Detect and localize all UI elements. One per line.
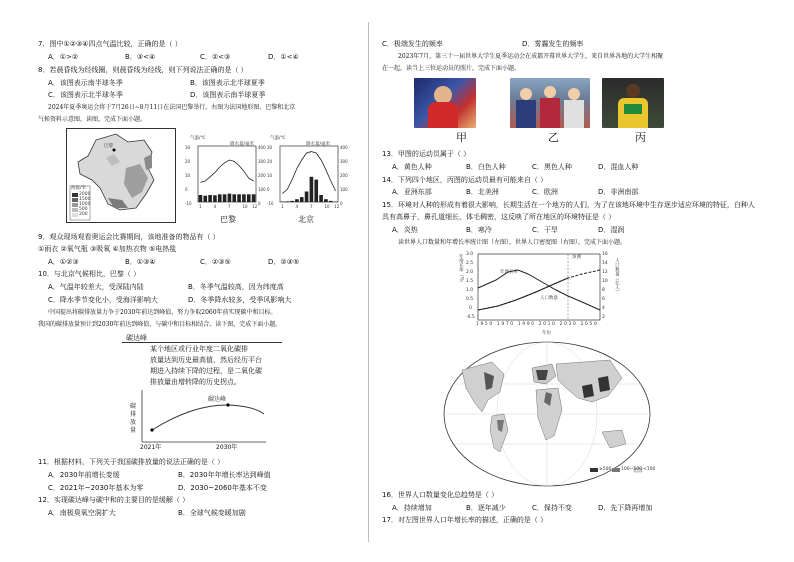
paris-chart-caption: 巴黎 <box>220 215 236 224</box>
month-tick: 1 <box>281 204 284 209</box>
temp-tick: 30 <box>267 145 273 150</box>
precip-bar <box>324 199 328 202</box>
q8-stem: 8．若晨昏线为经线圈，则晨昏线为经线，则下列说法正确的是（ ） <box>38 66 248 74</box>
passage-universiade: 2023年7月，第三十一届世界大学生夏季运动会在成都开幕世界大学生，来自世界各地的大学生相聚 <box>398 53 664 60</box>
carbon-peak-curve <box>130 386 270 448</box>
left-column <box>0 0 368 562</box>
precip-bar <box>305 192 309 203</box>
pop-rt-1: 14 <box>602 261 608 266</box>
carbon-x-2021: 2021年 <box>140 444 162 451</box>
carbon-x-2030: 2030年 <box>216 444 238 451</box>
q16-option-a: A．持续增加 <box>392 504 432 512</box>
q12-option-b: B．全球气候变暖加剧 <box>178 509 246 517</box>
precip-tick: 0 <box>258 201 261 206</box>
pop-left-axis: 年增长率（%） <box>458 254 464 286</box>
q10-stem: 10．与北京气候相比，巴黎（ ） <box>38 270 141 278</box>
q13-option-b: B．白色人种 <box>466 163 506 171</box>
q11-option-c: C．2021年~2030年基本为零 <box>48 484 144 492</box>
q16-option-c: C．保持不变 <box>532 504 572 512</box>
q8-option-b: B．该图表示北半球夏季 <box>190 79 265 87</box>
pop-year-2010: 2010 <box>538 322 557 327</box>
carbon-desc-3: 期进入持续下降的过程，是二氧化碳 <box>150 367 262 375</box>
q14-option-c: C．欧洲 <box>532 188 558 196</box>
passage-olympics: 2024年夏季奥运会将于7月26日~8月11日在法国巴黎举行。右图为法国地形图、巴黎和北京 <box>48 104 296 111</box>
beijing-precip-label: 降水量/毫米 <box>306 142 331 147</box>
precip-bar <box>295 199 299 202</box>
q8-option-a: A．该图表示南半球冬季 <box>48 79 123 87</box>
pop-rt-7: 2 <box>602 315 605 320</box>
q9-option-d: D．②③⑤ <box>268 258 300 266</box>
paris-precip-label: 降水量/毫米 <box>230 142 255 147</box>
passage-olympics-2: 气候资料示意图，读图，完成下面小题。 <box>38 116 147 123</box>
pop-year-2030: 2030 <box>559 322 578 327</box>
carbon-ylabel <box>130 403 138 435</box>
photo-label-bing: 丙 <box>635 131 646 144</box>
carbon-ylabel-2: 排 <box>130 411 137 418</box>
photo-label-jia: 甲 <box>456 131 467 144</box>
pop-xlabel: 年份 <box>542 331 551 336</box>
precip-bar <box>319 195 323 202</box>
density-legend-mid: 100~500 <box>621 467 642 472</box>
passage-universiade-2: 在一起，读当上三位运动员的照片，完成下面小题。 <box>382 65 521 72</box>
carbon-ylabel-1: 碳 <box>130 403 137 410</box>
q7-option-a: A．①>② <box>48 53 79 61</box>
pop-lt-0: 3.0 <box>466 252 474 257</box>
precip-bar <box>223 194 227 202</box>
pop-lt-5: 0.5 <box>466 297 474 302</box>
month-tick: 7 <box>310 204 313 209</box>
q15-stem-2: 具有高鼻子，鼻孔道细长，体毛稠密，这反映了所在地区的环境特征是（ ） <box>382 213 616 221</box>
q12-stem: 12．实现碳达峰与碳中和的主要目的是缓解（ ） <box>38 496 190 504</box>
passage-carbon-2: 我国的碳排放量预计到2030年前达到峰值，与碳中和目标相结合。读下图，完成下面小题。 <box>38 321 282 328</box>
prev-option-d: D．雾霾发生的频率 <box>522 40 584 48</box>
q7-option-c: C．②<③ <box>200 53 231 61</box>
precip-bar <box>232 194 236 202</box>
q16-option-b: B．逐年减少 <box>466 504 506 512</box>
pop-rt-2: 12 <box>602 270 608 275</box>
beijing-temp-label: 气温/℃ <box>270 136 286 141</box>
temp-tick: 0 <box>185 187 188 192</box>
q11-option-a: A．2030年前增长变缓 <box>48 471 120 479</box>
q9-option-b: B．①③④ <box>125 258 156 266</box>
pop-growth-label: 年增长率 <box>500 270 518 275</box>
precip-tick: 300 <box>340 159 348 164</box>
q16-stem: 16．世界人口数量变化总趋势是（ ） <box>382 491 499 499</box>
precip-bar <box>285 201 289 202</box>
carbon-title-line <box>122 342 282 344</box>
precip-bar <box>237 194 241 202</box>
precip-tick: 400 <box>258 145 266 150</box>
precip-bar <box>228 194 232 202</box>
pop-year-1990: 1990 <box>517 322 536 327</box>
elevation-1000: 1000 <box>79 202 91 207</box>
q12-option-a: A．南极臭氧空洞扩大 <box>48 509 116 517</box>
month-tick: 7 <box>228 204 231 209</box>
carbon-title: 碳达峰 <box>126 334 147 342</box>
q13-option-d: D．混血人种 <box>598 163 639 171</box>
precip-bar <box>290 201 294 202</box>
temp-curve <box>200 160 253 182</box>
q15-option-b: B．寒冷 <box>466 226 492 234</box>
carbon-ylabel-3: 放 <box>130 419 137 426</box>
prev-option-c: C．极端发生的频率 <box>382 40 443 48</box>
elevation-200: 200 <box>79 212 88 217</box>
month-tick: 12 <box>334 204 340 209</box>
q9-stem: 9．观众现场观看奥运会比赛期间，该地准备的物品有（ ） <box>38 233 220 241</box>
temp-tick: 20 <box>185 159 191 164</box>
pop-count-label: 人口数量 <box>540 296 558 301</box>
q10-option-a: A．气温年较差大，受深陆内陆 <box>48 283 144 291</box>
pop-year-1950: 1950 <box>476 322 494 327</box>
temp-tick: -10 <box>267 201 274 206</box>
carbon-desc-1: 某个地区或行业年度二氧化碳排 <box>150 345 248 353</box>
passage-carbon: 中国提出将碳排放量力争于2030年前达到峰值，努力争取2060年前实现碳中和目标。 <box>48 309 277 316</box>
photo-label-yi: 乙 <box>548 131 559 144</box>
elevation-2000: 2000 <box>79 192 91 197</box>
q14-option-d: D．非洲南部 <box>598 188 639 196</box>
q15-option-a: A．炎热 <box>392 226 418 234</box>
q17-stem: 17．对左图世界人口年增长率的描述，正确的是（ ） <box>382 516 548 524</box>
temp-tick: 0 <box>267 187 270 192</box>
month-tick: 10 <box>324 204 330 209</box>
elevation-legend-title: 海拔/米 <box>71 186 87 191</box>
q9-option-a: A．①②③ <box>48 258 79 266</box>
q8-option-d: D．该图表示南半球夏季 <box>190 91 266 99</box>
pop-rt-4: 8 <box>602 288 605 293</box>
q13-option-c: C．黑色人种 <box>532 163 572 171</box>
temp-tick: 10 <box>267 173 273 178</box>
pop-lt-6: 0 <box>469 306 472 311</box>
athlete-photo-bing <box>602 78 664 128</box>
precip-bar <box>242 194 246 202</box>
precip-bar <box>213 195 217 202</box>
precip-bar <box>329 201 333 202</box>
q13-option-a: A．黄色人种 <box>392 163 432 171</box>
temp-tick: 30 <box>185 145 191 150</box>
pop-lt-2: 2.0 <box>466 270 474 275</box>
q15-option-d: D．湿润 <box>598 226 625 234</box>
pop-rt-0: 16 <box>602 252 608 257</box>
pop-lt-4: 1.0 <box>466 288 474 293</box>
beijing-climate-chart <box>266 144 352 216</box>
month-tick: 4 <box>295 204 299 209</box>
carbon-desc-2: 放量达到历史最高值，然后经历平台 <box>150 356 262 364</box>
q10-option-b: B．冬季气温较高，因为纬度高 <box>188 283 284 291</box>
precip-bar <box>199 195 203 202</box>
athlete-photo-yi <box>510 78 590 128</box>
precip-bar <box>218 194 222 202</box>
precip-tick: 0 <box>340 201 343 206</box>
density-legend-low: <100 <box>643 467 656 472</box>
q8-option-c: C．该图表示北半球冬季 <box>48 91 123 99</box>
athlete-photo-jia <box>414 78 476 128</box>
right-column <box>372 0 794 562</box>
q7-option-d: D．①<④ <box>268 53 299 61</box>
pop-right-axis: 人口数量（亿人） <box>614 258 620 294</box>
q7-option-b: B．③<④ <box>125 53 156 61</box>
pop-lt-1: 2.5 <box>466 261 474 266</box>
q7-stem: 7．图中①②③④四点气温比较，正确的是（ ） <box>38 40 182 48</box>
pop-years <box>476 322 598 327</box>
carbon-ylabel-4: 量 <box>130 427 137 434</box>
q11-stem: 11．根据材料，下列关于我国碳排放量的说法正确的是（ ） <box>38 458 225 466</box>
q9-items: ①雨衣 ②氧气瓶 ③吸氧 ④加热衣物 ⑤电热毯 <box>38 245 177 253</box>
precip-tick: 300 <box>258 159 266 164</box>
pop-rt-5: 6 <box>602 297 605 302</box>
q14-option-a: A．亚洲东部 <box>392 188 432 196</box>
precip-bar <box>314 180 318 202</box>
pop-year-2050: 2050 <box>580 322 599 327</box>
paris-temp-label: 气温/℃ <box>190 136 206 141</box>
pop-lt-7: -0.5 <box>466 315 475 320</box>
temp-curve <box>282 152 335 194</box>
density-legend-high: ≥500 <box>599 467 612 472</box>
pop-lt-3: 1.5 <box>466 279 474 284</box>
precip-tick: 200 <box>340 173 348 178</box>
q14-stem: 14．下列四个地区，丙图的运动员最有可能来自（ ） <box>382 176 548 184</box>
temp-tick: -10 <box>185 201 192 206</box>
precip-tick: 100 <box>340 187 348 192</box>
pop-rt-6: 4 <box>602 306 605 311</box>
paris-climate-chart <box>184 144 270 216</box>
q14-option-b: B．北美洲 <box>466 188 499 196</box>
q10-option-d: D．冬季降水较多，受季风影响大 <box>188 296 292 304</box>
elevation-1500: 1500 <box>79 197 91 202</box>
q9-option-c: C．②③⑤ <box>200 258 231 266</box>
passage-population: 读世界人口数量和年增长率统计图（左图），世界人口密度图（右图），完成下面小题。 <box>398 239 627 246</box>
temp-tick: 10 <box>185 173 191 178</box>
precip-tick: 100 <box>258 187 266 192</box>
pop-forecast-label: 预测 <box>572 255 581 260</box>
month-tick: 12 <box>252 204 258 209</box>
pop-rt-3: 10 <box>602 279 608 284</box>
month-tick: 1 <box>199 204 202 209</box>
carbon-desc-4: 排放量由增转降的历史拐点。 <box>150 378 241 386</box>
month-tick: 10 <box>242 204 248 209</box>
column-divider <box>368 22 369 542</box>
q13-stem: 13．甲图的运动员属于（ ） <box>382 150 471 158</box>
pop-year-1970: 1970 <box>496 322 515 327</box>
precip-tick: 400 <box>340 145 348 150</box>
q15-stem: 15．环境对人种的形成有着很大影响，长期生活在一个地方的人们，为了在该地环境中生存逐步适应环境的特征，白种人 <box>382 201 755 209</box>
precip-bar <box>247 194 251 202</box>
precip-bar <box>310 177 314 202</box>
precip-bar <box>203 196 207 202</box>
elevation-500: 500 <box>79 207 88 212</box>
precip-tick: 200 <box>258 173 266 178</box>
q15-option-c: C．干旱 <box>532 226 558 234</box>
temp-tick: 20 <box>267 159 273 164</box>
q11-option-b: B．2030年年增长率达到峰值 <box>178 471 271 479</box>
precip-bar <box>300 197 304 202</box>
map-label-paris: 巴黎 <box>104 144 113 149</box>
month-tick: 4 <box>213 204 217 209</box>
carbon-peak-label: 碳达峰 <box>208 396 227 403</box>
q16-option-d: D．先下降再增加 <box>598 504 653 512</box>
precip-bar <box>252 194 256 202</box>
q10-option-c: C．降水季节变化小，受海洋影响大 <box>48 296 158 304</box>
precip-bar <box>208 195 212 202</box>
q11-option-d: D．2030~2060年基本不变 <box>178 484 267 492</box>
beijing-chart-caption: 北京 <box>298 215 314 224</box>
world-population-density-map <box>442 340 652 488</box>
